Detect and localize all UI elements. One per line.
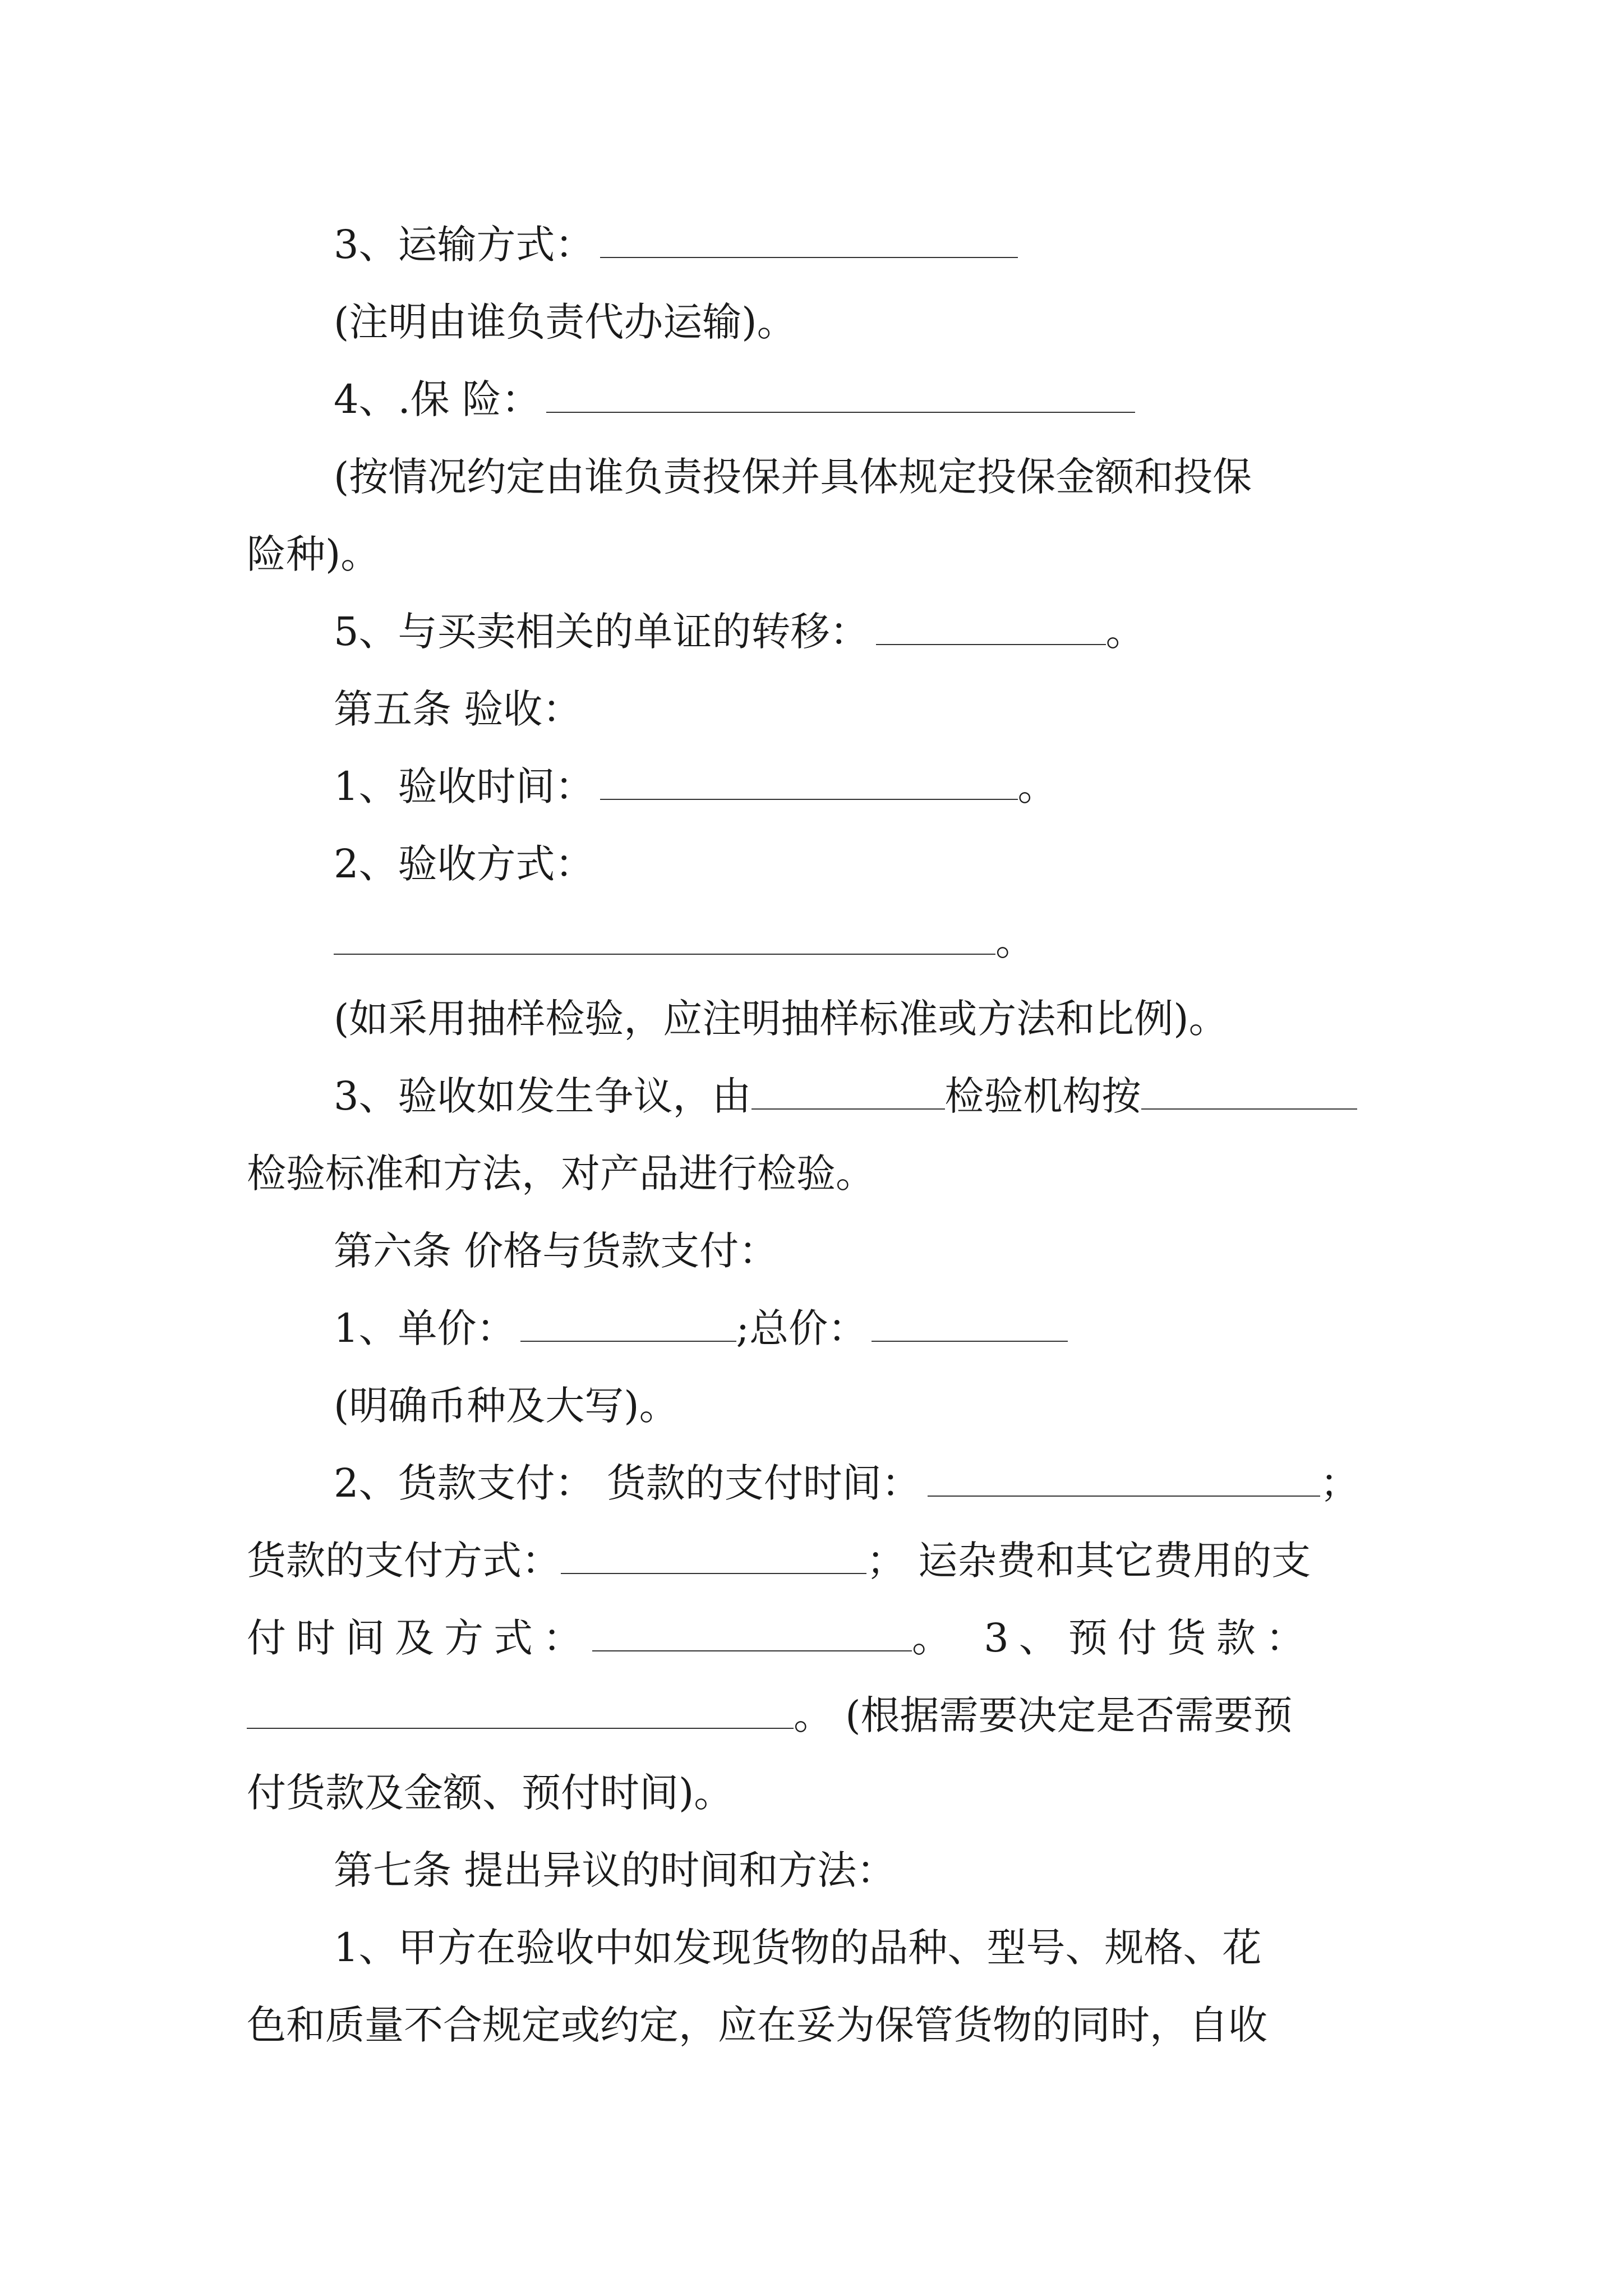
line-other-fees [247,1599,1385,1677]
line-payment-time [247,1444,1385,1522]
line-insurance-note-a [247,438,1385,516]
line-inspection-method-blank [247,903,1385,980]
line-documents [247,593,1385,670]
inspection-method-end: 。 [995,918,1035,964]
line-objection-b: 色和质量不合规定或约定，应在妥为保管货物的同时，自收 [247,2002,1267,2048]
payment-method-label: 货款的支付方式： [247,1538,561,1584]
inspection-time-label: 1、验收时间： [334,763,594,809]
line-sampling-note: (如采用抽样检验，应注明抽样标准或方法和比例)。 [334,996,1228,1042]
prepayment-label: 。 3、预付货款： [912,1615,1315,1661]
blank-documents[interactable] [876,609,1106,645]
blank-inspection-method[interactable] [334,919,995,955]
blank-dispute-standard[interactable] [1141,1074,1357,1110]
line-inspection-time [247,748,1385,825]
blank-dispute-agency[interactable] [751,1074,945,1110]
line-objection-a: 1、甲方在验收中如发现货物的品种、型号、规格、花 [334,1925,1262,1971]
blank-transport[interactable] [600,222,1018,258]
blank-prepayment[interactable] [247,1693,794,1729]
inspection-time-end: 。 [1017,763,1057,809]
line-payment-method [247,1522,1385,1599]
transport-label: 3、运输方式： [334,222,594,268]
documents-end: 。 [1105,609,1145,655]
article-6-heading: 第六条 价格与货款支付： [334,1228,778,1274]
blank-insurance[interactable] [546,377,1135,413]
line-dispute [247,1057,1385,1135]
line-transport [247,206,1385,283]
line-dispute-cont: 检验标准和方法，对产品进行检验。 [247,1151,875,1197]
prepayment-note: 。 (根据需要决定是否需要预 [794,1692,1293,1738]
line-prepayment-cont: 付货款及金额、预付时间)。 [247,1770,734,1816]
line-insurance-note-b: 险种)。 [247,531,380,577]
article-7-heading: 第七条 提出异议的时间和方法： [334,1847,896,1893]
insurance-label: 4、.保 险： [334,376,541,422]
article-5-heading: 第五条 验收： [334,686,582,732]
line-unit-price [247,1290,1385,1367]
blank-other-fees[interactable] [592,1616,912,1651]
unit-price-label: 1、单价： [334,1305,516,1351]
dispute-label: 3、验收如发生争议，由 [334,1073,751,1119]
blank-payment-time[interactable] [928,1461,1320,1497]
blank-payment-method[interactable] [561,1538,866,1574]
blank-total-price[interactable] [872,1306,1068,1342]
line-prepayment [247,1677,1385,1754]
payment-method-cont: ； 运杂费和其它费用的支 [866,1538,1311,1584]
blank-inspection-time[interactable] [600,764,1018,800]
line-insurance [247,361,1385,438]
total-price-label: ;总价： [736,1305,868,1351]
other-fees-label: 付时间及方式： [247,1615,592,1661]
documents-label: 5、与买卖相关的单证的转移： [334,609,869,655]
line-currency-note: (明确币种及大写)。 [334,1383,679,1429]
dispute-agency-text: 检验机构按 [944,1073,1141,1119]
line-transport-note: (注明由谁负责代办运输)。 [334,299,796,345]
blank-unit-price[interactable] [520,1306,736,1342]
insurance-note-a: (按情况约定由谁负责投保并具体规定投保金额和投保 [334,454,1252,500]
payment-time-label: 2、货款支付： 货款的支付时间： [334,1460,921,1506]
line-inspection-method: 2、验收方式： [334,841,594,887]
payment-time-end: ； [1320,1460,1359,1506]
